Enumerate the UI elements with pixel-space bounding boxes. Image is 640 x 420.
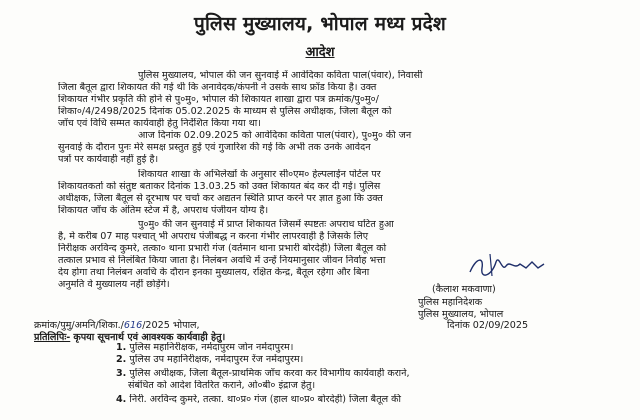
body-line: आज दिनांक 02.09.2025 को आवेदिका कविता पाल(पंवार), पु०मु० की जन: [138, 130, 412, 141]
copy-item-number: 4.: [116, 394, 127, 405]
body-line: पत्रों पर कार्यवाही नहीं हुई है।: [58, 154, 159, 165]
body-line: देय होगा तथा निलंबन अवधि के दौरान इनका मुख्यालय, रक्षित केन्द्र, बैतूल रहेगा और बिना: [58, 267, 370, 278]
signature-scribble: [462, 250, 552, 282]
body-line: तत्काल प्रभाव से निलंबित किया जाता है। निलंबन अवधि में उन्हें नियमानुसार जीवन निर्वाह भत्ता: [58, 255, 386, 266]
copy-item-text: निरी. अरविन्द कुमरे, तत्का. था०प्र० गंज (हाल था०प्र० बोरदेही) जिला बैतूल की: [129, 394, 402, 405]
body-line: जिला बैतूल द्वारा शिकायत की गई थी कि अनावेदक/कंपनी ने उसके साथ फ्रॉड किया है। उक्त: [58, 82, 377, 93]
body-line: अधीक्षक, जिला बैतूल से दूरभाष पर चर्चा कर अद्यतन स्थिति प्राप्त करने पर ज्ञात हुआ कि उक्त: [58, 193, 383, 204]
order-title: आदेश: [305, 45, 335, 60]
copy-item-text: पुलिस महानिरीक्षक, नर्मदापुरम जोन नर्मदापुरम।: [129, 342, 294, 353]
copy-list-item: [116, 394, 596, 406]
copy-item-number: 3.: [116, 368, 127, 379]
copy-item-text: संबंधित को आदेश वितरित कराने, ओ०बी० इंद्राज हेतु।: [128, 380, 316, 391]
body-line: अनुमति वे मुख्यालय नहीं छोड़ेंगे।: [58, 279, 170, 290]
copy-label: प्रतिलिपिः-: [34, 332, 71, 343]
copy-list-item: [116, 368, 596, 380]
body-line: जाँच एवं विधि सम्मत कार्यवाही हेतु निर्देशित किया गया था।: [58, 118, 261, 129]
reference-year-place: /2025 भोपाल,: [142, 320, 200, 331]
signatory-designation: पुलिस महानिदेशक: [418, 297, 483, 308]
body-line: निरीक्षक अरविन्द कुमरे, तत्का० थाना प्रभारी गंज (वर्तमान थाना प्रभारी बोरदेही) जिला बैतूल को: [58, 243, 387, 254]
handwritten-number: 616: [123, 320, 143, 331]
body-line: पु०मु० की जन सुनवाई में प्राप्त शिकायत जिसमें स्पष्टतः अपराध घटित हुआ: [138, 219, 394, 230]
body-line: शिकायत शाखा के अभिलेखों के अनुसार सी०एम० हेल्पलाईन पोर्टल पर: [138, 169, 381, 180]
reference-prefix: क्रमांक/पुमु/अमनि/शिका./: [34, 320, 124, 331]
copy-item-text: पुलिस अधीक्षक, जिला बैतूल-प्राथमिक जाँच करवा कर विभागीय कार्यवाही कराने,: [129, 368, 410, 379]
body-line: शिकायतकर्ता को संतुष्ट बताकर दिनांक 13.03.25 को उक्त शिकायत बंद कर दी गई। पुलिस: [58, 181, 381, 192]
body-line: शिकायत गंभीर प्रकृति की होने से पु०मु०, भोपाल की शिकायत शाखा द्वारा पत्र क्रमांक/पु०मु०/: [58, 94, 379, 105]
body-line: शिकायत जाँच के अंतिम स्टेज में है, अपराध पंजीयन योग्य है।: [58, 205, 269, 216]
copy-list-item: [116, 354, 596, 366]
copy-item-number: 2.: [116, 354, 127, 365]
copy-item-text: पुलिस उप महानिरीक्षक, नर्मदापुरम रेंज नर्मदापुरम।: [129, 354, 304, 365]
copy-item-number: 1.: [116, 342, 127, 353]
office-title: पुलिस मुख्यालय, भोपाल मध्य प्रदेश: [193, 13, 447, 35]
reference-date: दिनांक 02/09/2025: [447, 320, 529, 331]
signatory-name: (कैलाश मकवाणा): [432, 284, 496, 295]
body-line: है, मे करीब 07 माह पश्चात् भी अपराध पंजीबद्ध न करना गंभीर लापरवाही है जिसके लिए: [58, 231, 369, 242]
copy-list-item: [128, 380, 596, 392]
body-line: सुनवाई के दौरान पुनः मेरे समक्ष प्रस्तुत हुई एवं गुजारिश की गई कि अभी तक उनके आवेदन: [58, 142, 371, 153]
body-line: शिका०/4/2498/2025 दिनांक 05.02.2025 के माध्यम से पुलिस अधीक्षक, जिला बैतूल को: [58, 106, 392, 117]
signatory-office: पुलिस मुख्यालय, भोपाल: [418, 309, 504, 320]
body-line: पुलिस मुख्यालय, भोपाल की जन सुनवाई में आवेदिका कविता पाल(पंवार), निवासी: [138, 70, 423, 81]
copy-list-item: [116, 342, 596, 354]
copy-text: कृपया सूचनार्थ एवं आवश्यक कार्यवाही हेतु।: [73, 332, 226, 343]
